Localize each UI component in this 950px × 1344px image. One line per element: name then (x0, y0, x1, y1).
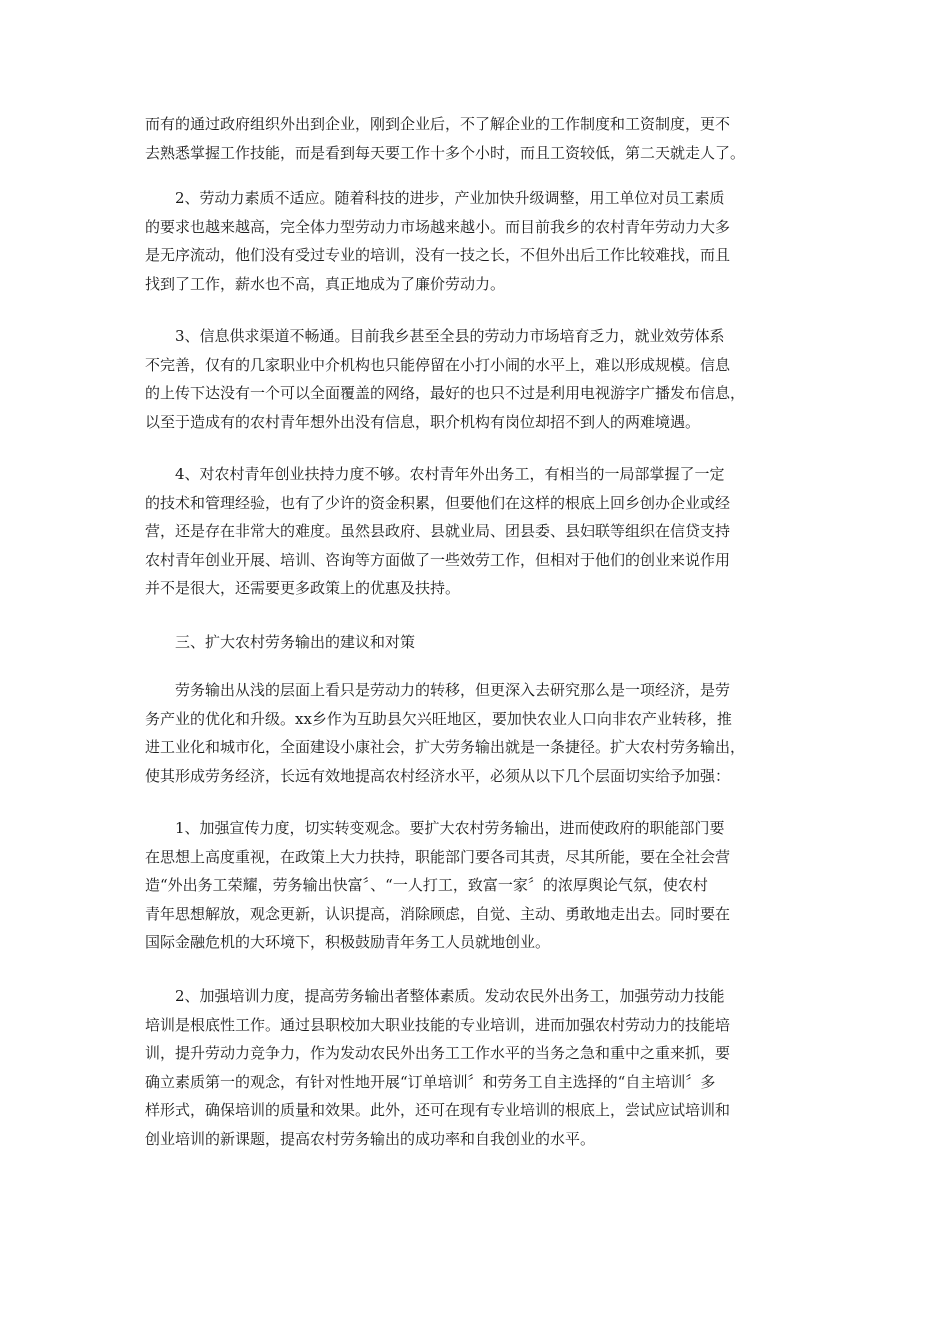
text-line: 样形式，确保培训的质量和效果。此外，还可在现有专业培训的根底上，尝试应试培训和 (145, 1101, 731, 1119)
text-line: 4、对农村青年创业扶持力度不够。农村青年外出务工，有相当的一局部掌握了一定 (175, 465, 725, 483)
text-line: 在思想上高度重视，在政策上大力扶持，职能部门要各司其责，尽其所能，要在全社会营 (145, 847, 731, 866)
heading-text: 三、扩大农村劳务输出的建议和对策 (175, 633, 416, 651)
text-line: 1、加强宣传力度，切实转变观念。要扩大农村劳务输出，进而使政府的职能部门要 (175, 819, 725, 837)
paragraph-labor-export-overview (145, 676, 805, 790)
text-line: 的要求也越来越高，完全体力型劳动力市场越来越小。而目前我乡的农村青年劳动力大多 (145, 217, 731, 236)
text-line: 国际金融危机的大环境下，积极鼓励青年务工人员就地创业。 (145, 933, 551, 951)
section-heading (145, 628, 805, 657)
text-line: 的上传下达没有一个可以全面覆盖的网络，最好的也只不过是利用电视游字广播发布信息， (145, 384, 746, 402)
text-line: 营，还是存在非常大的难度。虽然县政府、县就业局、团县委、县妇联等组织在信贷支持 (145, 522, 731, 540)
text-line: 2、加强培训力度，提高劳务输出者整体素质。发动农民外出务工，加强劳动力技能 (175, 987, 725, 1005)
text-line: 培训是根底性工作。通过县职校加大职业技能的专业培训，进而加强农村劳动力的技能培 (145, 1015, 731, 1034)
paragraph-information-channels (145, 322, 805, 436)
text-line: 务产业的优化和升级。xx乡作为互助县欠兴旺地区，要加快农业人口向非农产业转移，推 (145, 709, 732, 728)
text-line: 不完善，仅有的几家职业中介机构也只能停留在小打小闹的水平上，难以形成规模。信息 (145, 355, 731, 374)
text-line: 并不是很大，还需要更多政策上的优惠及扶持。 (145, 579, 461, 597)
paragraph-entrepreneurship-support (145, 460, 805, 603)
text-line: 3、信息供求渠道不畅通。目前我乡甚至全县的劳动力市场培育乏力，就业效劳体系 (175, 327, 725, 345)
text-line: 找到了工作，薪水也不高，真正地成为了廉价劳动力。 (145, 274, 506, 293)
paragraph-labor-quality (145, 184, 805, 298)
text-line: 创业培训的新课题，提高农村劳务输出的成功率和自我创业的水平。 (145, 1129, 596, 1148)
text-line: 的技术和管理经验，也有了少许的资金积累，但要他们在这样的根底上回乡创办企业或经 (145, 493, 731, 512)
text-line: 2、劳动力素质不适应。随着科技的进步，产业加快升级调整，用工单位对员工素质 (175, 189, 725, 207)
text-line: 去熟悉掌握工作技能，而是看到每天要工作十多个小时，而且工资较低，第二天就走人了。 (145, 143, 746, 162)
paragraph-training (145, 982, 805, 1153)
paragraph-publicity (145, 814, 805, 957)
text-line: 使其形成劳务经济，长远有效地提高农村经济水平，必须从以下几个层面切实给予加强： (145, 766, 731, 785)
text-line: 训，提升劳动力竞争力，作为发动农民外出务工工作水平的当务之急和重中之重来抓，要 (145, 1044, 731, 1062)
text-line: 以至于造成有的农村青年想外出没有信息，职介机构有岗位却招不到人的两难境遇。 (145, 412, 701, 431)
text-line: 造“外出务工荣耀，劳务输出快富〞、“一人打工，致富一家〞的浓厚舆论气氛，使农村 (145, 876, 708, 894)
text-line: 确立素质第一的观念，有针对性地开展“订单培训〞和劳务工自主选择的“自主培训〞多 (145, 1072, 716, 1091)
text-line: 是无序流动，他们没有受过专业的培训，没有一技之长，不但外出后工作比较难找，而且 (145, 246, 731, 264)
text-line: 而有的通过政府组织外出到企业，刚到企业后，不了解企业的工作制度和工资制度，更不 (145, 115, 731, 133)
text-line: 进工业化和城市化，全面建设小康社会，扩大劳务输出就是一条捷径。扩大农村劳务输出， (145, 738, 746, 756)
text-line: 农村青年创业开展、培训、咨询等方面做了一些效劳工作，但相对于他们的创业来说作用 (145, 550, 731, 569)
text-line: 青年思想解放，观念更新，认识提高，消除顾虑，自觉、主动、勇敢地走出去。同时要在 (145, 904, 731, 923)
text-line: 劳务输出从浅的层面上看只是劳动力的转移，但更深入去研究那么是一项经济，是劳 (175, 681, 731, 699)
paragraph-migration-issue (145, 110, 805, 167)
